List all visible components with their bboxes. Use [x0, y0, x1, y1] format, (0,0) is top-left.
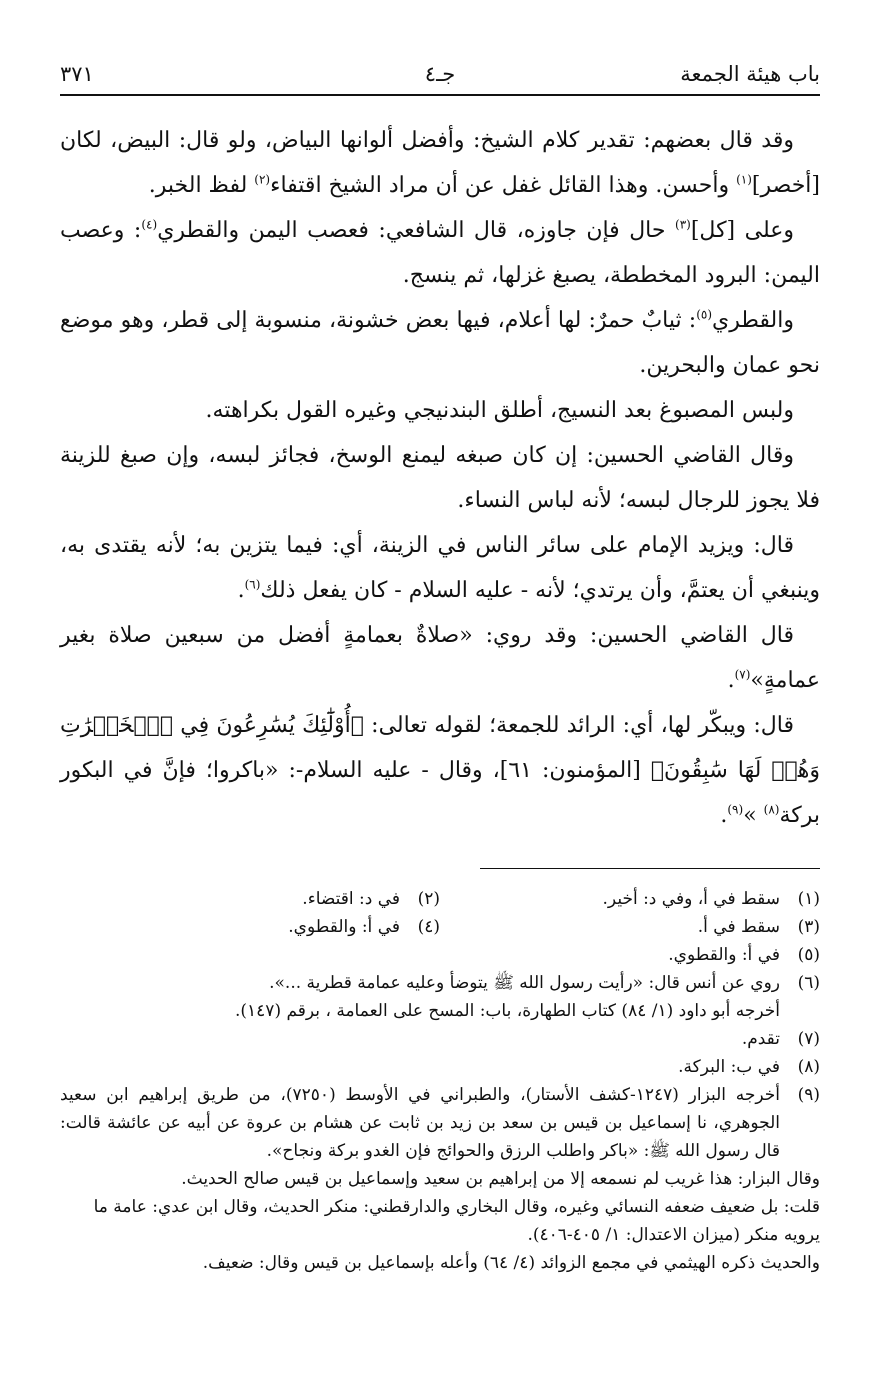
footnote-ref-8[interactable]: (٨): [763, 802, 780, 817]
main-text: [60, 118, 820, 838]
footnote-ref-1[interactable]: (١): [736, 172, 752, 187]
volume-label: جـ٤: [424, 62, 456, 86]
paragraph-4: ولبس المصبوغ بعد النسيج، أطلق البندنيجي وغيره القول بكراهته.: [205, 398, 794, 423]
quran-verse: ﴿أُوْلَٰٓئِكَ يُسَٰرِعُونَ فِي ٱلۡخَيۡرَٰتِ وَهُمۡ لَهَا سَٰبِقُونَ﴾: [60, 713, 820, 783]
footnote-pair-1-2: [60, 885, 820, 913]
footnote-9-continuation: وقال البزار: هذا غريب لم نسمعه إلا من إبراهيم بن سعيد وإسماعيل بن قيس صالح الحديث. قلت: بل ضعيف ضعفه النسائي وغيره، وقال البخاري والدارقطني: منكر الحديث، وقال ابن عدي: عامة ما يرويه منكر (ميزان الاعتدال: ١/ ٤٠٥-٤٠٦). والحديث ذكره الهيثمي في مجمع الزوائد (٤/ ٦٤) وأعله بإسماعيل بن قيس وقال: ضعيف.: [93, 1169, 820, 1273]
footnotes: [60, 885, 820, 1277]
running-header: [60, 58, 820, 96]
footnote-3: (٣) سقط في أ.: [697, 917, 820, 937]
footnote-ref-4[interactable]: (٤): [141, 217, 158, 232]
paragraph-3: والقطري$^{(٥)}$: ثيابٌ حمرٌ: لها أعلام، فيها بعض خشونة، منسوبة إلى قطر، وهو موضع نحو عمان والبحرين.: [60, 307, 820, 378]
footnote-ref-7[interactable]: (٧): [734, 667, 751, 682]
paragraph-5: وقال القاضي الحسين: إن كان صبغه ليمنع الوسخ، فجائز لبسه، وإن صبغ للزينة فلا يجوز للرجال لبسه؛ لأنه لباس النساء.: [60, 443, 820, 513]
footnote-ref-5[interactable]: (٥): [696, 307, 713, 322]
footnote-2: (٢) في د: اقتضاء.: [302, 889, 440, 909]
footnote-ref-3[interactable]: (٣): [675, 217, 691, 232]
footnote-4: (٤) في أ: والقطوي.: [288, 917, 440, 937]
book-page: [60, 58, 820, 1277]
paragraph-8: قال: ويبكّر لها، أي: الرائد للجمعة؛ لقوله تعالى: ﴿أُوْلَٰٓئِكَ يُسَٰرِعُونَ فِي ٱلۡخَيۡرَٰتِ وَهُمۡ لَهَا سَٰبِقُونَ﴾ [المؤمنون: ٦١]، وقال - عليه السلام-: «باكروا؛ فإنَّ في البكور بركة$^{(٨)}$ »$^{(٩)}$.: [60, 713, 820, 828]
footnote-8: (٨) في ب: البركة.: [678, 1057, 820, 1077]
paragraph-7: قال القاضي الحسين: وقد روي: «صلاةٌ بعمامةٍ أفضل من سبعين صلاة بغير عمامةٍ»$^{(٧)}$.: [60, 623, 820, 693]
page-number: ٣٧١: [60, 62, 94, 86]
footnote-6: (٦) روي عن أنس قال: «رأيت رسول الله ﷺ يتوضأ وعليه عمامة قطرية ...». أخرجه أبو داود (١/ ٨٤) كتاب الطهارة، باب: المسح على العمامة ، برقم (١٤٧).: [235, 973, 820, 1021]
paragraph-6: قال: ويزيد الإمام على سائر الناس في الزينة، أي: فيما يتزين به؛ لأنه يقتدى به، وينبغي أن يعتمَّ، وأن يرتدي؛ لأنه - عليه السلام - كان يفعل ذلك$^{(٦)}$.: [60, 533, 820, 603]
footnote-5: (٥) في أ: والقطوي.: [668, 945, 820, 965]
footnote-1: (١) سقط في أ، وفي د: أخير.: [602, 889, 820, 909]
paragraph-2: وعلى [كل]$^{(٣)}$ حال فإن جاوزه، قال الشافعي: فعصب اليمن والقطري$^{(٤)}$: وعصب اليمن: البرود المخططة، يصبغ غزلها، ثم ينسج.: [60, 217, 820, 288]
footnote-9: (٩) أخرجه البزار (١٢٤٧-كشف الأستار)، والطبراني في الأوسط (٧٢٥٠)، من طريق إبراهيم ابن سعيد الجوهري، نا إسماعيل بن قيس بن سعد بن زيد بن ثابت عن هشام بن عروة عن أبيه عن عائشة قالت: قال رسول الله ﷺ: «باكر واطلب الرزق والحوائج فإن الغدو بركة ونجاح».: [60, 1085, 820, 1161]
footnote-pair-3-4: [60, 913, 820, 941]
footnote-ref-9[interactable]: (٩): [727, 802, 744, 817]
footnote-separator: [480, 868, 820, 869]
chapter-title: باب هيئة الجمعة: [680, 62, 820, 86]
paragraph-1: وقد قال بعضهم: تقدير كلام الشيخ: وأفضل ألوانها البياض، ولو قال: البيض، لكان [أخصر]$^{(١)}$ وأحسن. وهذا القائل غفل عن أن مراد الشيخ اقتفاء$^{(٢)}$ لفظ الخبر.: [60, 128, 820, 198]
footnote-ref-6[interactable]: (٦): [244, 577, 261, 592]
footnote-7: (٧) تقدم.: [741, 1029, 820, 1049]
footnote-ref-2[interactable]: (٢): [254, 172, 271, 187]
